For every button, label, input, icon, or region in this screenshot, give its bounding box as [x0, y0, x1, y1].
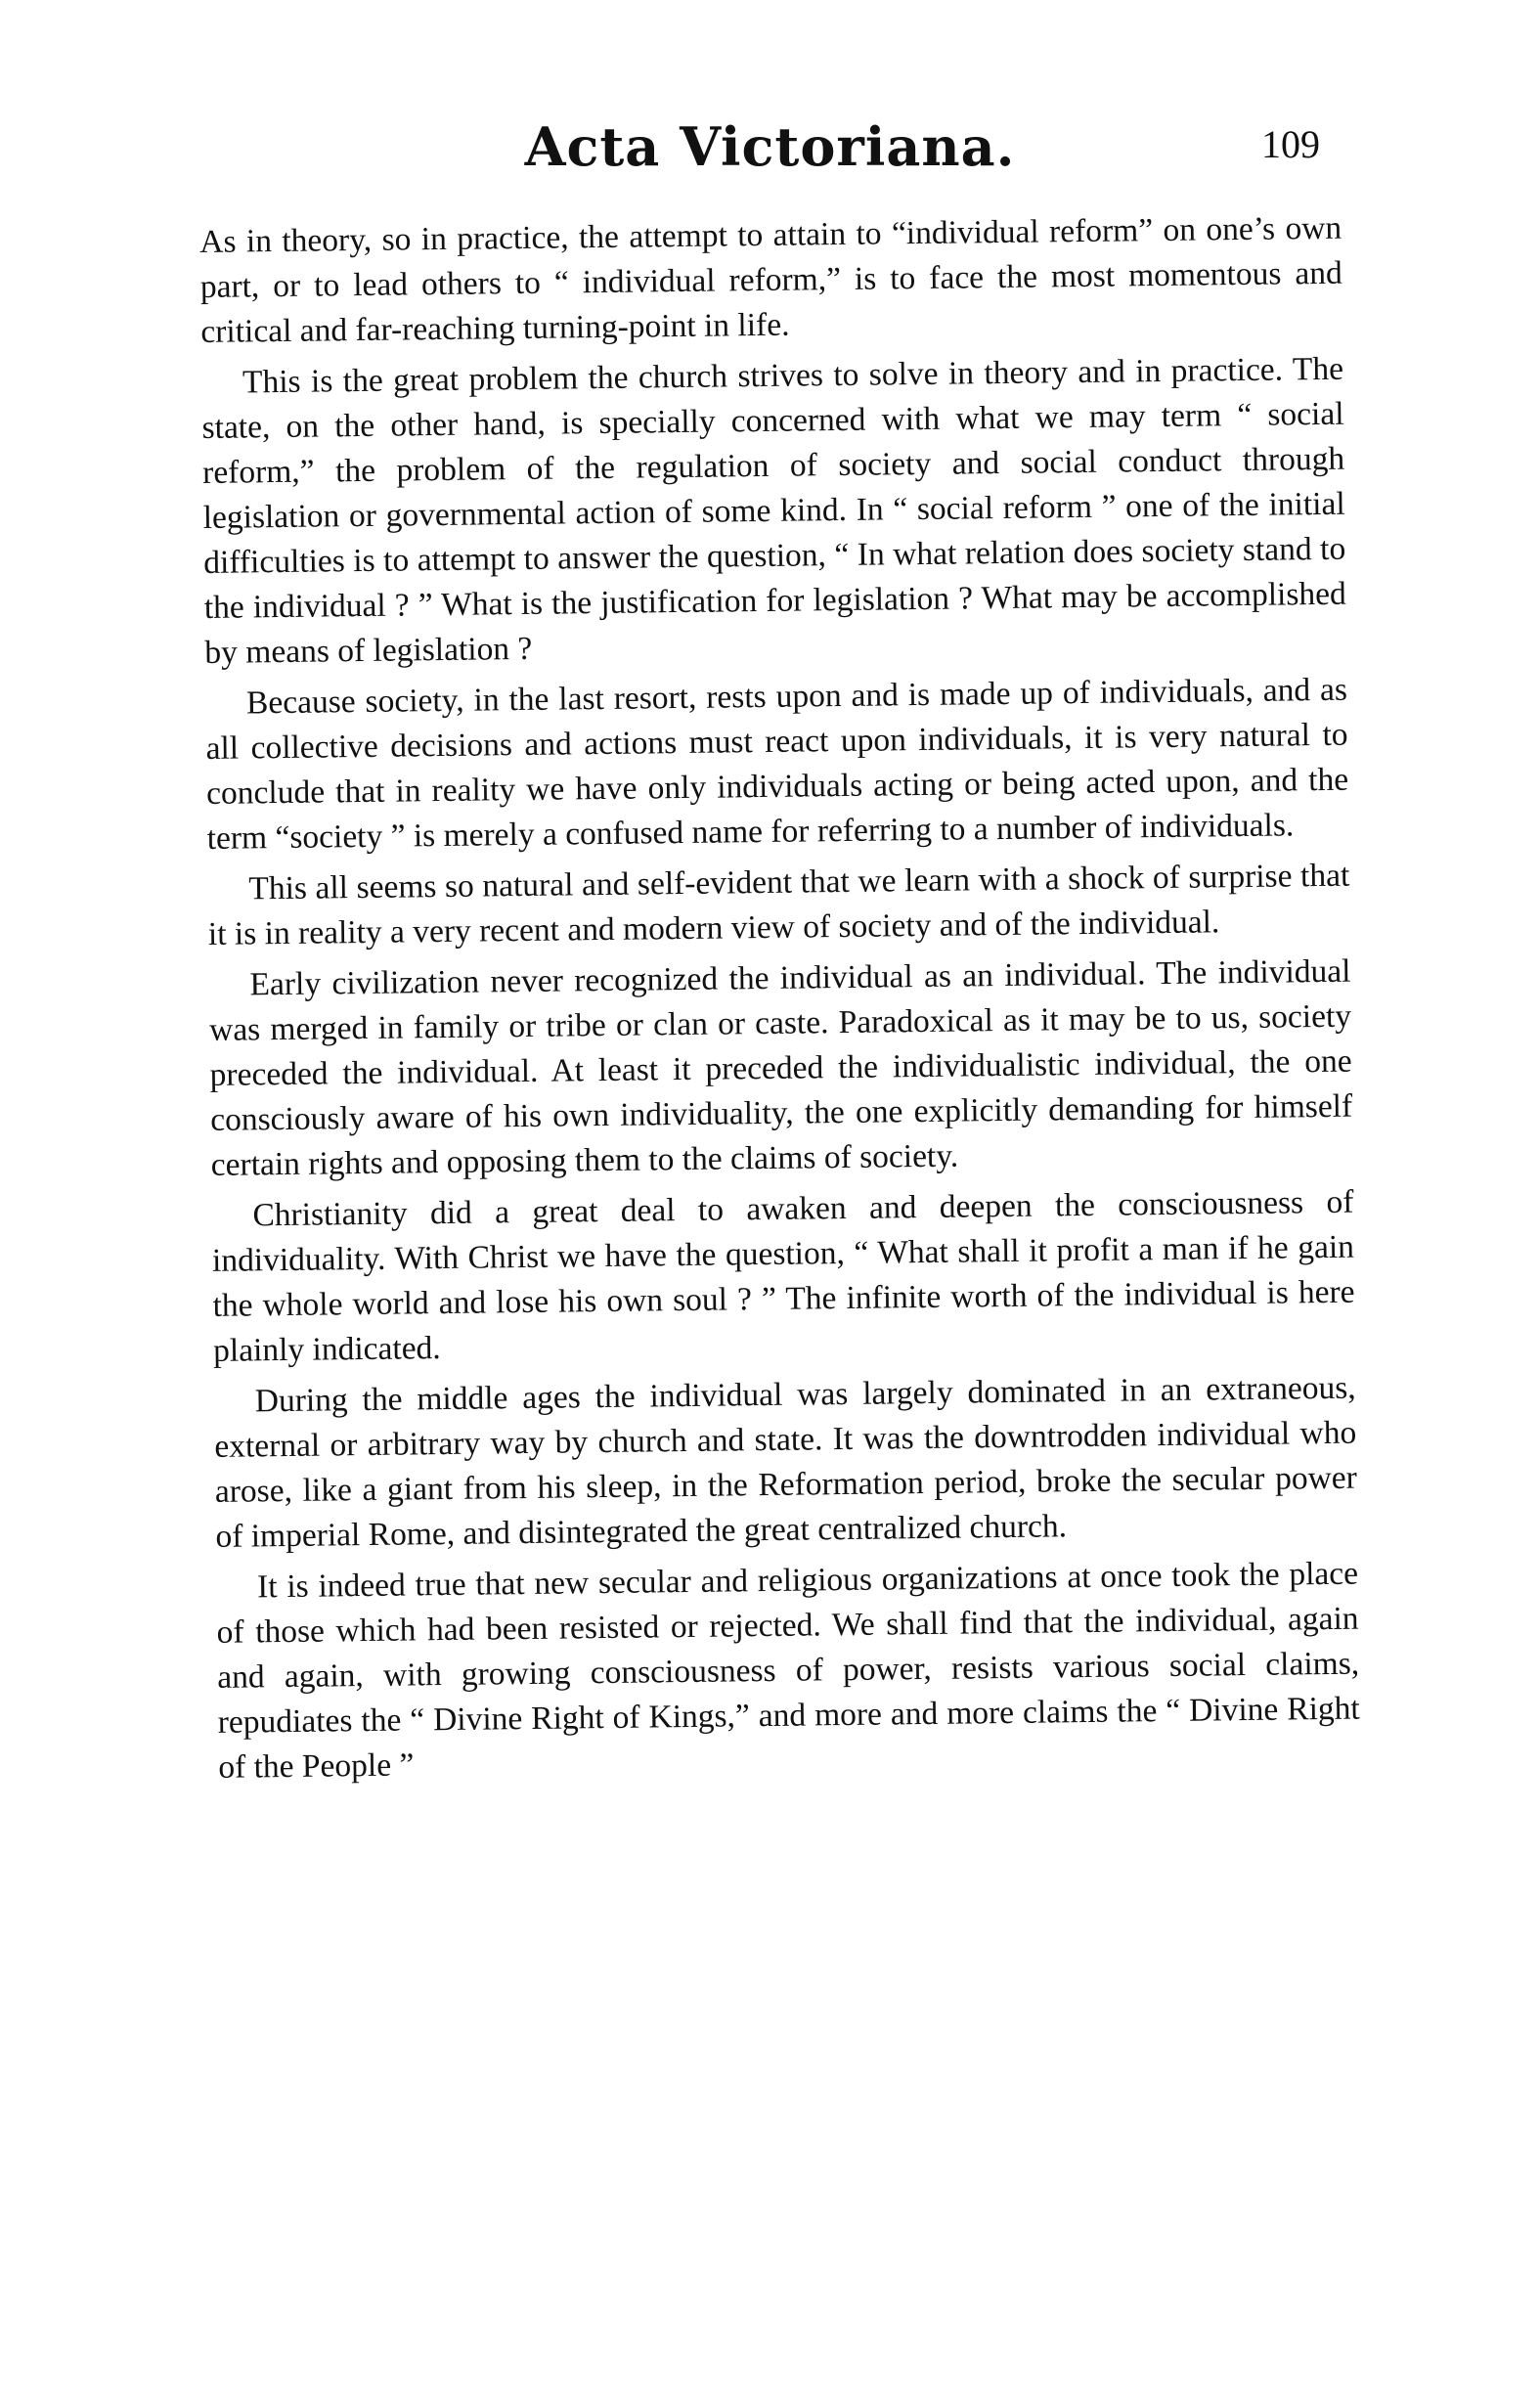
paragraph: During the middle ages the individual was largely dominated in an extraneous, external or arbitrary way by church and state. It was the downtrodden individual who arose, like a giant from his sleep, in the Reformation period, broke the secular power of imperial Rome, and disintegrated the great centralized church.: [214, 1369, 1358, 1555]
paragraph: This is the great problem the church strives to solve in theory and in practice. The state, on the other hand, is specially concerned with what we may term “ social reform,” the problem of the regulation of society and social conduct through legislation or governmental action of some kind. In “ social reform ” one of the initial difficulties is to attempt to answer the question, “ In what relation does society stand to the individual ? ” What is the justification for legislation ? What may be accomplished by means of legislation ?: [201, 350, 1346, 671]
running-title: Acta Victoriana.: [524, 115, 1016, 178]
paragraph: This all seems so natural and self-evident that we learn with a shock of surprise that it is in reality a very recent and modern view of society and of the individual.: [207, 857, 1350, 952]
paragraph: Christianity did a great deal to awaken and deepen the consciousness of individuality. With Christ we have the question, “ What shall it profit a man if he gain the whole world and lose his own soul ? ” The infinite worth of the individual is here plainly indicated.: [211, 1183, 1355, 1369]
paragraph: Because society, in the last resort, rests upon and is made up of individuals, and as all collective decisions and actions must react upon individuals, it is very natural to conclude that in reality we have only individuals acting or being acted upon, and the term “society ” is merely a confused name for referring to a number of individuals.: [205, 671, 1349, 857]
page-number: 109: [1261, 122, 1320, 166]
paragraph: Early civilization never recognized the individual as an individual. The individual was merged in family or tribe or clan or caste. Paradoxical as it may be to us, society preceded the individual. At least it preceded the individualistic individual, the one consciously aware of his own individuality, the one explicitly demanding for himself certain rights and opposing them to the claims of society.: [208, 952, 1353, 1183]
body-text: [199, 206, 1361, 1796]
running-head: [0, 115, 1540, 194]
paragraph: It is indeed true that new secular and religious organizations at once took the place of those which had been resisted or rejected. We shall find that the individual, again and again, with growing consciousness of power, resists various social claims, repudiates the “ Divine Right of Kings,” and more and more claims the “ Divine Right of the People ”: [216, 1555, 1360, 1786]
paragraph: As in theory, so in practice, the attempt to attain to “individual reform” on one’s own part, or to lead others to “ individual reform,” is to face the most momentous and critical and far-reaching turning-point in life.: [199, 209, 1342, 350]
